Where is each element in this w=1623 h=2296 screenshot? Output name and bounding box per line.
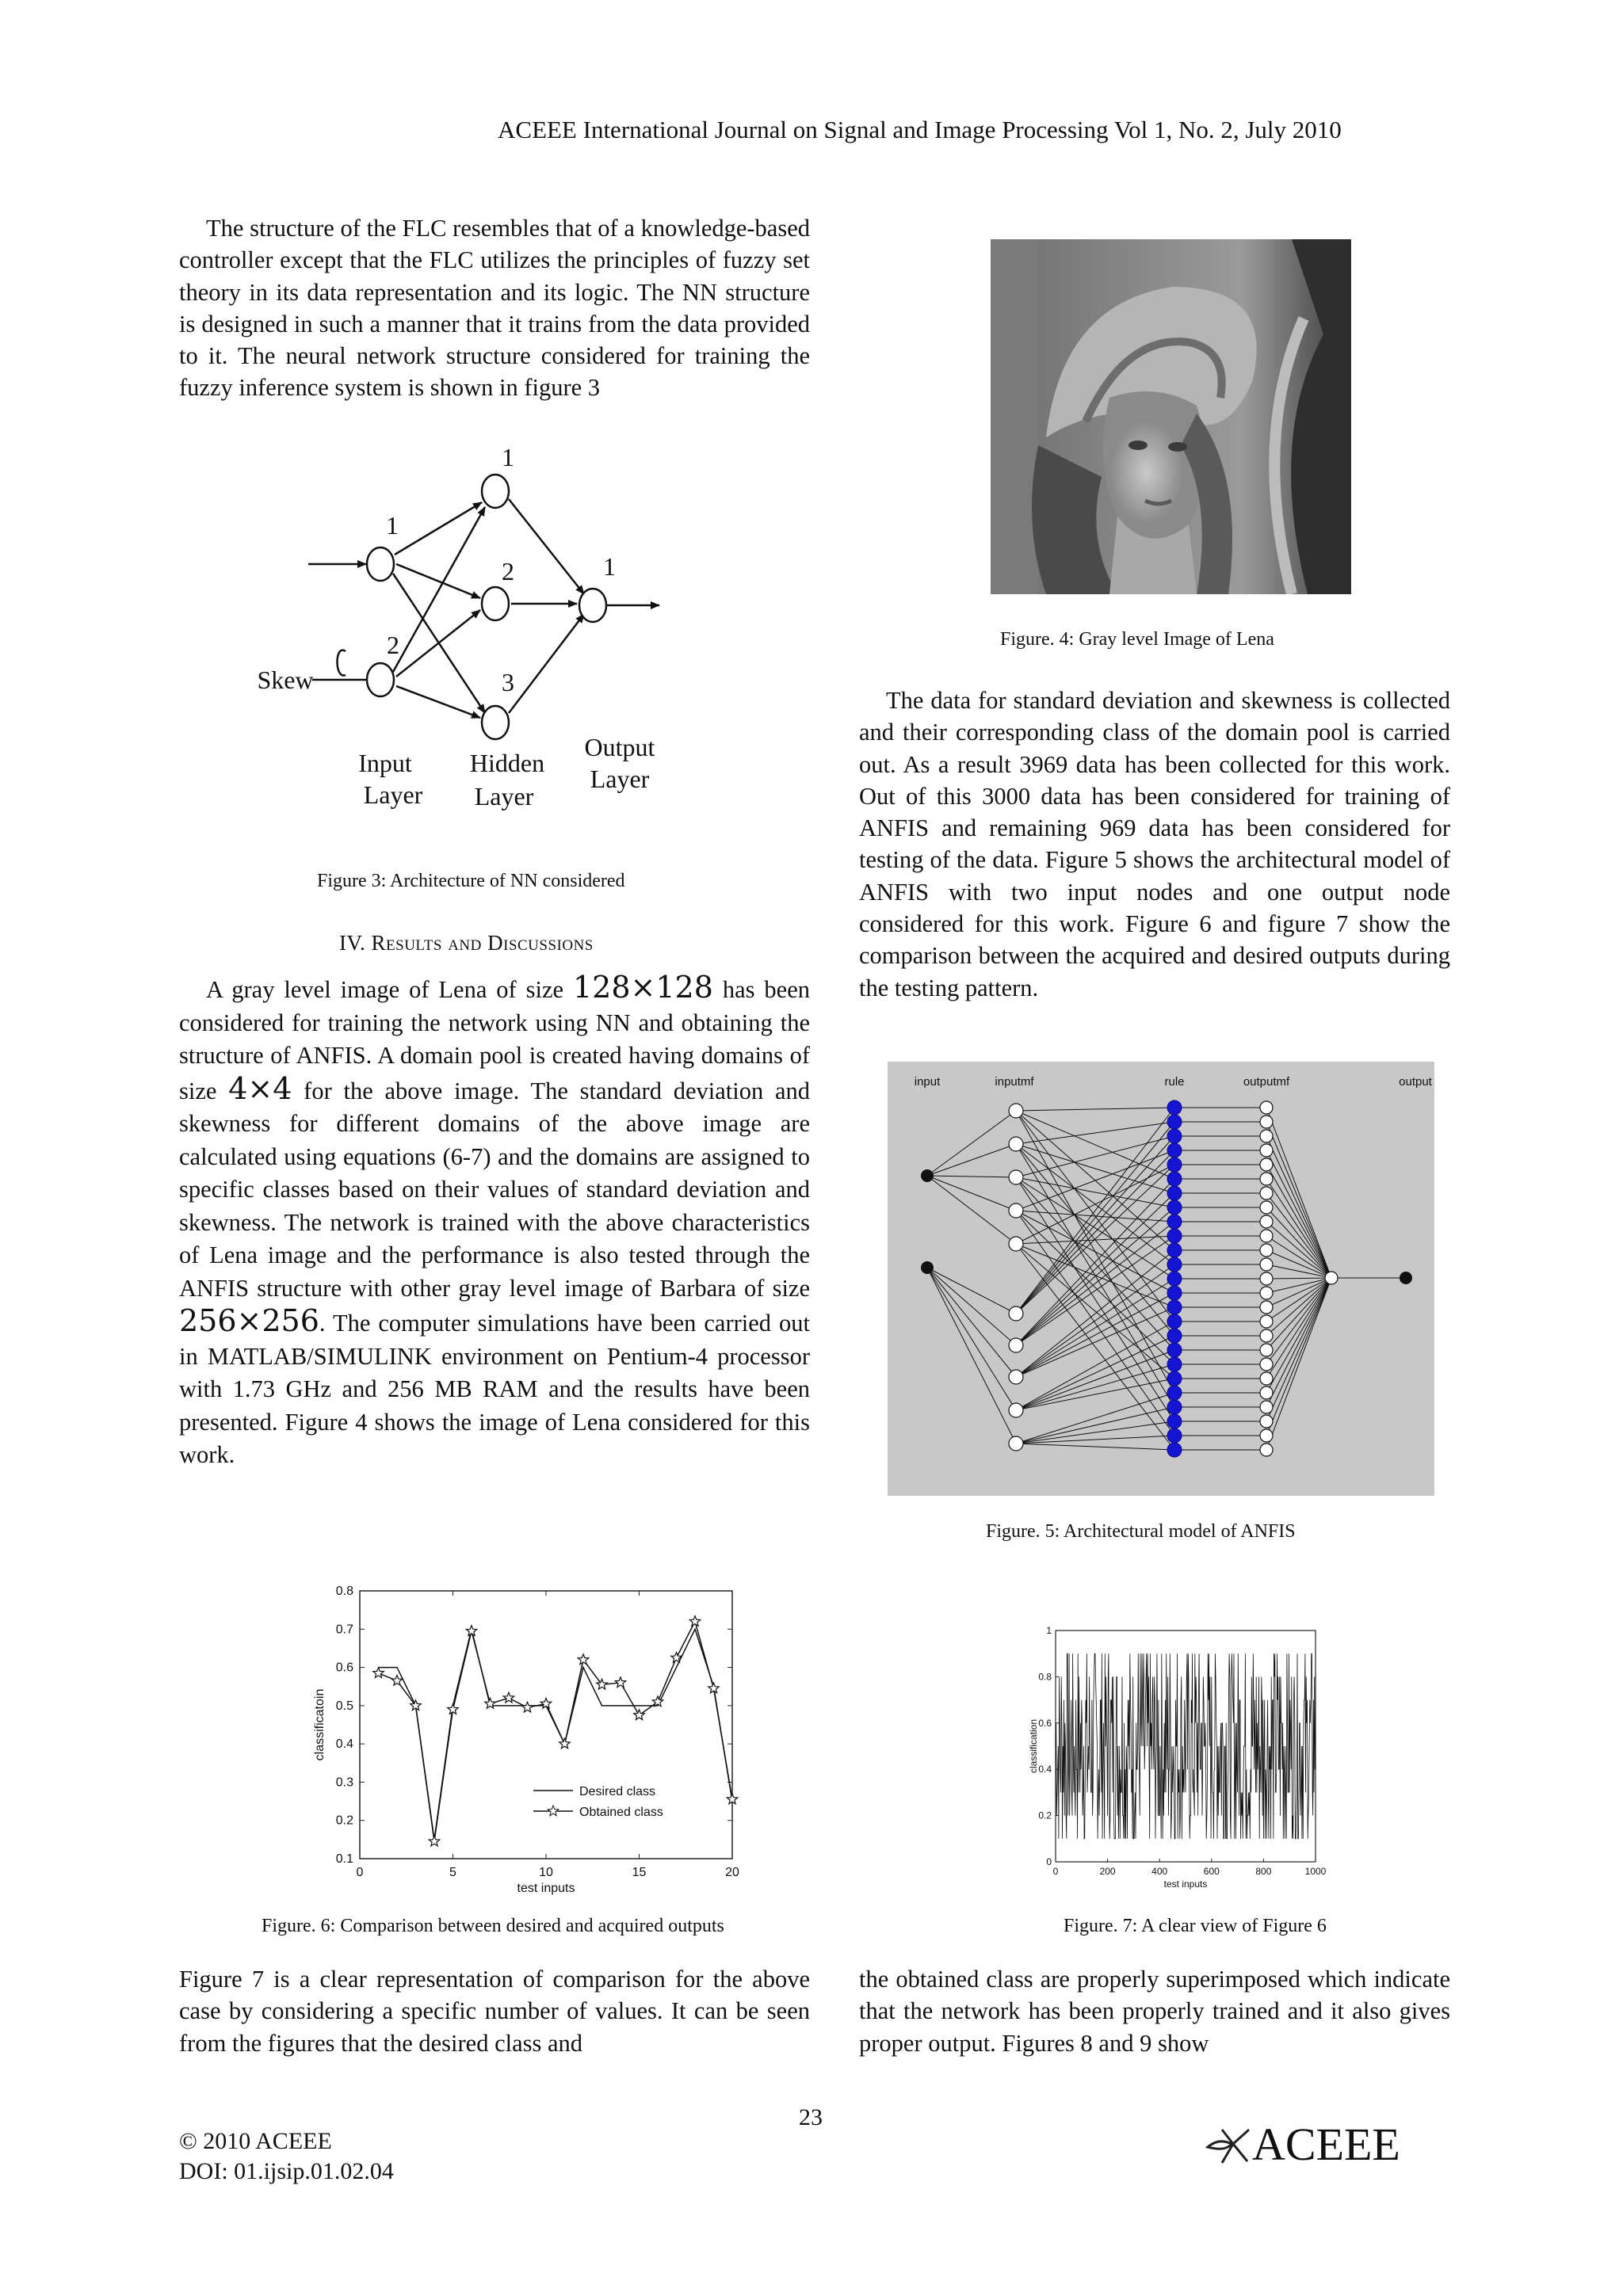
anfis-sum-node [1325, 1272, 1338, 1284]
bottom-left-paragraph: Figure 7 is a clear representation of comparison for the above case by considering a specific number of values. It can be seen from the figures that the desired class and [179, 1966, 810, 2057]
anfis-outputmf-node-22 [1260, 1401, 1273, 1413]
fig7-xtick-label: 0 [1052, 1866, 1059, 1877]
anfis-rule-node-19 [1167, 1357, 1182, 1371]
fig6-ytick-label: 0.5 [335, 1699, 353, 1713]
skew-feedback-loop [338, 650, 346, 676]
results-paragraph: A gray level image of Lena of size 128×128 has been considered for training the network using NN and obtaining the structure of ANFIS. A domain pool is created having domains of size 4×4 for the above image. The standard deviation and skewness for different domains of the above image are calculated using equations (6-7) and the domains are assigned to specific classes based on their values of standard deviation and skewness. The network is trained with the above characteristics of Lena image and the performance is also tested through the ANFIS structure with other gray level image of Barbara of size 256×256. The computer simulations have been carried out in MATLAB/SIMULINK environment on Pentium-4 processor with 1.73 GHz and 256 MB RAM and the results have been presented. Figure 4 shows the image of Lena considered for this work. [179, 970, 811, 1468]
figure6-chart [307, 1577, 759, 1901]
fig7-xtick-label: 200 [1099, 1866, 1116, 1877]
anfis-rule-node-4 [1167, 1143, 1182, 1158]
svg-text:ACEEE: ACEEE [1252, 2119, 1400, 2170]
hidden-node-2-label: 2 [502, 557, 514, 585]
fig7-xtick-label: 1000 [1304, 1866, 1327, 1877]
figure7-caption: Figure. 7: A clear view of Figure 6 [1064, 1916, 1327, 1936]
figure6-caption: Figure. 6: Comparison between desired and acquired outputs [262, 1916, 724, 1936]
anfis-rule-node-5 [1167, 1158, 1182, 1172]
anfis-rule-node-6 [1167, 1172, 1182, 1186]
anfis-inputmf-node-6 [1009, 1306, 1023, 1321]
anfis-outputmf-node-8 [1260, 1201, 1273, 1214]
hidden-layer-label-2: Layer [474, 782, 534, 810]
anfis-outputmf-node-19 [1260, 1358, 1273, 1371]
fig6-ytick-label: 0.3 [335, 1775, 353, 1790]
fig7-ytick-label: 0.4 [1038, 1764, 1052, 1775]
anfis-outputmf-node-14 [1260, 1287, 1273, 1299]
fig7-ytick-label: 1 [1046, 1626, 1052, 1636]
figure7-chart [1027, 1626, 1333, 1899]
fig7-xtick-label: 400 [1151, 1866, 1168, 1877]
journal-header: ACEEE International Journal on Signal and Image Processing Vol 1, No. 2, July 2010 [498, 116, 1342, 143]
section-number: IV. [339, 931, 366, 955]
anfis-rule-node-18 [1167, 1343, 1182, 1357]
fig7-ylabel: classification [1028, 1718, 1039, 1774]
anfis-outputmf-node-10 [1260, 1230, 1273, 1242]
anfis-label-input: input [914, 1075, 941, 1089]
fig7-ytick-label: 0.2 [1038, 1810, 1052, 1821]
anfis-rule-node-11 [1167, 1243, 1182, 1257]
math-size-3: 256×256 [179, 1303, 319, 1338]
fig7-ytick-label: 0 [1046, 1856, 1052, 1867]
fig7-ytick-label: 0.6 [1038, 1717, 1052, 1729]
fig6-xtick-label: 0 [356, 1866, 364, 1879]
skew-label: Skew [257, 666, 314, 694]
anfis-inputmf-node-8 [1009, 1370, 1023, 1384]
fig6-xtick-label: 15 [632, 1866, 647, 1879]
anfis-outputmf-node-15 [1260, 1301, 1273, 1314]
anfis-rule-node-9 [1167, 1215, 1182, 1229]
footer-copyright: © 2010 ACEEE [179, 2128, 332, 2154]
figure4-caption: Figure. 4: Gray level Image of Lena [1000, 629, 1274, 650]
anfis-outputmf-node-1 [1260, 1101, 1273, 1114]
fig6-ytick-label: 0.8 [335, 1585, 353, 1598]
hidden-node-1 [482, 475, 509, 508]
anfis-input-node-1 [921, 1169, 934, 1182]
fig6-ytick-label: 0.1 [335, 1852, 353, 1866]
fig7-xtick-label: 800 [1255, 1866, 1272, 1877]
fig6-xtick-label: 5 [449, 1866, 456, 1879]
fig6-ytick-label: 0.4 [335, 1737, 353, 1752]
output-node-1 [579, 589, 606, 622]
anfis-rule-node-16 [1167, 1314, 1182, 1329]
anfis-outputmf-node-21 [1260, 1386, 1273, 1399]
math-size-2: 4×4 [228, 1070, 292, 1106]
fig6-legend-label-2: Obtained class [579, 1806, 663, 1819]
anfis-inputmf-node-7 [1009, 1338, 1023, 1352]
fig6-xtick-label: 20 [725, 1866, 739, 1879]
anfis-output-node [1400, 1272, 1412, 1284]
anfis-outputmf-node-3 [1260, 1130, 1273, 1142]
figure4-lena-image [991, 239, 1351, 594]
anfis-rule-node-1 [1167, 1100, 1182, 1115]
output-layer-label-2: Layer [590, 765, 650, 793]
anfis-outputmf-node-18 [1260, 1344, 1273, 1356]
anfis-inputmf-node-9 [1009, 1403, 1023, 1417]
figure5-caption: Figure. 5: Architectural model of ANFIS [986, 1521, 1296, 1542]
aceee-logo [1201, 2115, 1455, 2171]
hidden-node-1-label: 1 [502, 444, 514, 471]
section-heading [339, 931, 594, 955]
anfis-outputmf-node-2 [1260, 1116, 1273, 1128]
input-node-2 [367, 663, 394, 696]
fig7-xtick-label: 600 [1203, 1866, 1220, 1877]
anfis-inputmf-node-1 [1009, 1104, 1023, 1118]
anfis-rule-node-7 [1167, 1186, 1182, 1200]
fig6-ytick-label: 0.6 [335, 1661, 353, 1675]
intro-paragraph: The structure of the FLC resembles that of a knowledge-based controller except that the FLC utilizes the principles of fuzzy set theory in its data representation and its logic. The NN structure is designed in such a manner that it trains from the data provided to it. The neural network structure considered for training the fuzzy inference system is shown in figure 3 [179, 215, 810, 402]
fig6-legend-label-1: Desired class [579, 1785, 656, 1798]
anfis-outputmf-node-6 [1260, 1173, 1273, 1185]
anfis-rule-node-8 [1167, 1200, 1182, 1215]
figure3-caption: Figure 3: Architecture of NN considered [317, 871, 625, 891]
anfis-rule-node-2 [1167, 1115, 1182, 1129]
anfis-rule-node-22 [1167, 1400, 1182, 1414]
aceee-logo-icon [1201, 2115, 1455, 2171]
fig6-ylabel: classificatoin [313, 1688, 327, 1761]
anfis-inputmf-node-4 [1009, 1203, 1023, 1218]
input-node-1-label: 1 [386, 511, 399, 540]
fig6-ytick-label: 0.7 [335, 1623, 353, 1637]
anfis-rule-node-17 [1167, 1329, 1182, 1343]
anfis-outputmf-node-17 [1260, 1329, 1273, 1342]
anfis-label-rule: rule [1164, 1075, 1185, 1089]
anfis-rule-node-15 [1167, 1300, 1182, 1314]
anfis-outputmf-node-20 [1260, 1372, 1273, 1385]
anfis-outputmf-node-7 [1260, 1187, 1273, 1199]
anfis-label-inputmf: inputmf [995, 1075, 1034, 1089]
anfis-outputmf-node-23 [1260, 1415, 1273, 1428]
anfis-outputmf-node-25 [1260, 1444, 1273, 1456]
input-layer-label-1: Input [358, 749, 412, 777]
section-title: Results and Discussions [371, 931, 594, 955]
anfis-outputmf-node-5 [1260, 1158, 1273, 1171]
anfis-outputmf-node-16 [1260, 1315, 1273, 1328]
anfis-input-node-2 [921, 1261, 934, 1274]
anfis-background [888, 1062, 1434, 1496]
input-node-1 [367, 547, 394, 581]
figure5-anfis-diagram [888, 1062, 1434, 1496]
fig6-xlabel: test inputs [517, 1882, 575, 1895]
bottom-right-paragraph: the obtained class are properly superimposed which indicate that the network has been properly trained and it also gives proper output. Figures 8 and 9 show [859, 1966, 1450, 2057]
anfis-outputmf-node-12 [1260, 1258, 1273, 1271]
anfis-outputmf-node-9 [1260, 1215, 1273, 1228]
fig6-ytick-label: 0.2 [335, 1814, 353, 1828]
fig7-xlabel: test inputs [1163, 1878, 1208, 1890]
anfis-rule-node-23 [1167, 1414, 1182, 1428]
hidden-node-3 [482, 706, 509, 739]
anfis-rule-node-25 [1167, 1443, 1182, 1457]
anfis-outputmf-node-13 [1260, 1272, 1273, 1285]
input-node-2-label: 2 [387, 631, 399, 659]
anfis-rule-node-10 [1167, 1229, 1182, 1243]
anfis-rule-node-21 [1167, 1386, 1182, 1400]
anfis-inputmf-node-3 [1009, 1170, 1023, 1184]
anfis-label-outputmf: outputmf [1243, 1075, 1290, 1089]
anfis-inputmf-node-5 [1009, 1237, 1023, 1251]
anfis-rule-node-20 [1167, 1371, 1182, 1386]
fig6-xtick-label: 10 [539, 1866, 553, 1879]
input-layer-label-2: Layer [363, 780, 423, 809]
output-node-1-label: 1 [603, 552, 616, 581]
hidden-layer-label-1: Hidden [469, 749, 545, 777]
figure3-nn-diagram [238, 444, 713, 824]
hidden-node-3-label: 3 [502, 668, 514, 696]
anfis-inputmf-node-2 [1009, 1137, 1023, 1151]
anfis-rule-node-12 [1167, 1257, 1182, 1272]
anfis-inputmf-node-10 [1009, 1436, 1023, 1451]
footer-doi: DOI: 01.ijsip.01.02.04 [179, 2158, 394, 2184]
math-size-1: 128×128 [573, 970, 713, 1005]
anfis-label-output: output [1399, 1075, 1432, 1089]
anfis-rule-node-14 [1167, 1286, 1182, 1300]
hidden-node-2 [482, 587, 509, 620]
anfis-rule-node-24 [1167, 1428, 1182, 1443]
fig7-ytick-label: 0.8 [1038, 1671, 1052, 1683]
output-layer-label-1: Output [584, 733, 655, 761]
anfis-rule-node-3 [1167, 1129, 1182, 1143]
anfis-outputmf-node-4 [1260, 1144, 1273, 1157]
page-number: 23 [799, 2104, 823, 2130]
anfis-rule-node-13 [1167, 1272, 1182, 1286]
data-paragraph: The data for standard deviation and skewness is collected and their corresponding class of the domain pool is carried out. As a result 3969 data has been collected for this work. Out of this 3000 data has been considered for training of ANFIS and remaining 969 data has been considered for testing of the data. Figure 5 shows the architectural model of ANFIS with two input nodes and one output node considered for this work. Figure 6 and figure 7 show the comparison between the acquired and desired outputs during the testing pattern. [859, 687, 1450, 1001]
anfis-outputmf-node-24 [1260, 1429, 1273, 1442]
anfis-outputmf-node-11 [1260, 1244, 1273, 1257]
